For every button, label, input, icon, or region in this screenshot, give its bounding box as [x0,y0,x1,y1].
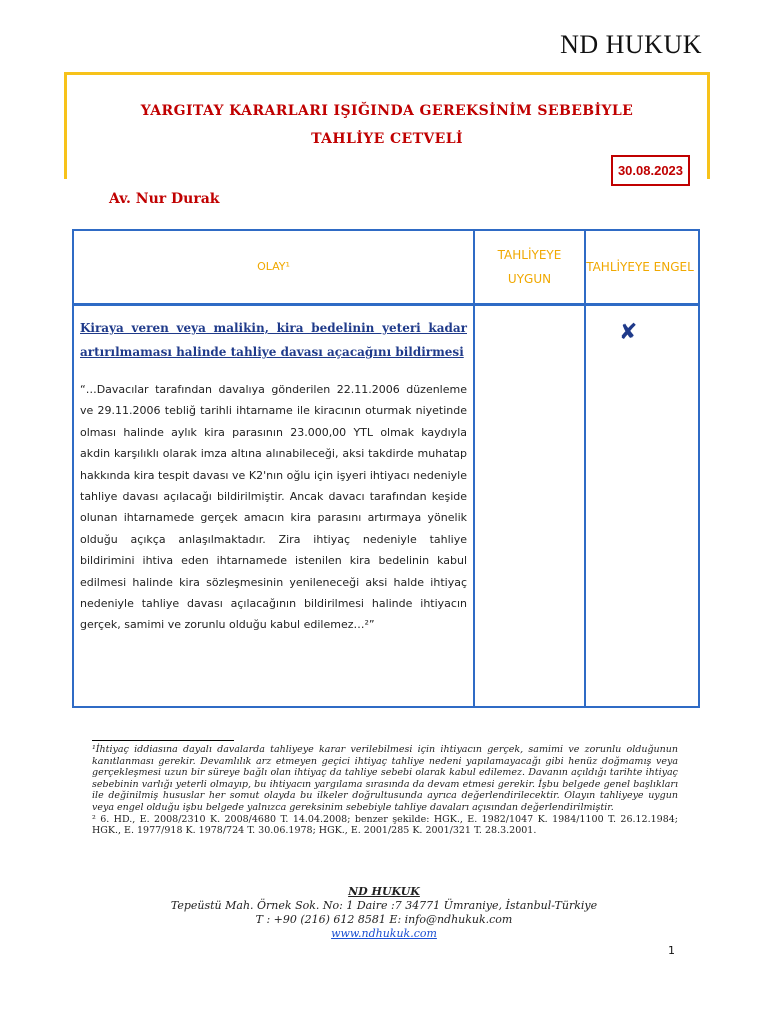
case-quote: “…Davacılar tarafından davalıya gönderilen 22.11.2006 düzenleme ve 29.11.2006 tebliğ tarihli ihtarname ile kiracının oturmak niyetinde olması halinde aylık kira parasının 23.000,00 YTL olmak kaydıyla akdin karşılıklı olarak imza altına alınabileceği, aksi takdirde muhatap hakkında kira tespit davası ve K2'nın oğlu için işyeri ihtiyacı nedeniyle tahliye davası açılacağı bildirilmiştir. Ancak davacı tarafından keşide olunan ihtarnamede gerçek amacın kira parasını artırmaya yönelik olduğu açıkça anlaşılmaktadır. Zira ihtiyaç nedeniyle tahliye bildirimini ihtiva eden ihtarnamede istenilen kira bedelinin kabul edilmesi halinde kira sözleşmesinin yenileneceği aksi halde ihtiyaç nedeniyle tahliye davası açılacağının bildirilmesi halinde ihtiyacın gerçek, samimi ve zorunlu olduğu kabul edilemez…²” [80,383,467,632]
logo: ND HUKUK [560,30,702,59]
document-title-line2: TAHLİYE CETVELİ [311,131,463,147]
footer-address: Tepeüstü Mah. Örnek Sok. No: 1 Daire :7 34771 Ümraniye, İstanbul-Türkiye [170,899,598,912]
table-row [74,306,698,706]
footnote-divider [92,740,234,741]
engel-cell [586,306,694,706]
evacuation-table [72,229,700,708]
footer-contact: T : +90 (216) 612 8581 E: info@ndhukuk.com [255,913,513,926]
cross-mark-icon: ✘ [619,320,638,345]
footer-website-link[interactable]: www.ndhukuk.com [331,927,437,940]
header-tahliyeye-engel: TAHLİYEYE ENGEL [586,260,694,274]
uygun-cell [475,306,586,706]
footnote-1: ¹İhtiyaç iddiasına dayalı davalarda tahliyeye karar verilebilmesi için ihtiyacın gerçek, samimi ve zorunlu olduğunun kanıtlanması gerekir. Devamlılık arz etmeyen geçici ihtiyaç tahliye nedeni yapılamayacağı gibi henüz doğmamış veya gerçekleşmesi uzun bir süreye bağlı olan ihtiyaç da tahliye sebebi olarak kabul edilemez. Davanın açıldığı tarihte ihtiyaç sebebinin varlığı yeterli olmayıp, bu ihtiyacın yargılama sırasında da devam etmesi gerekir. İşbu belgede genel başlıkları ile değinilmiş hususlar her somut olayda bu ilkeler doğrultusunda ayrıca değerlendirilecektir. Olayın tahliyeye uygun veya engel olduğu işbu belgede yalnızca gereksinim sebebiyle tahliye davaları açısından değerlendirilmiştir. [92,744,678,813]
page-footer [0,885,768,941]
author-name: Av. Nur Durak [109,191,220,207]
date-badge: 30.08.2023 [611,155,690,186]
header-olay: OLAY¹ [74,231,475,303]
table-header-row [74,231,698,306]
footnote-2: ² 6. HD., E. 2008/2310 K. 2008/4680 T. 14.04.2008; benzer şekilde: HGK., E. 1982/1047 K. 1984/1100 T. 26.12.1984; HGK., E. 1977/918 K. 1978/724 T. 30.06.1978; HGK., E. 2001/285 K. 2001/321 T. 28.3.2001. [92,813,678,837]
footer-firm-name: ND HUKUK [348,885,420,898]
footnotes [92,744,678,837]
page-number: 1 [668,944,675,957]
case-title: Kiraya veren veya malikin, kira bedelinin yeteri kadar artırılmaması halinde tahliye davası açacağını bildirmesi [80,321,467,359]
case-cell [74,306,475,706]
document-title-line1: YARGITAY KARARLARI IŞIĞINDA GEREKSİNİM SEBEBİYLE [140,103,634,119]
header-tahliyeye-uygun: TAHLİYEYE UYGUN [475,231,586,303]
